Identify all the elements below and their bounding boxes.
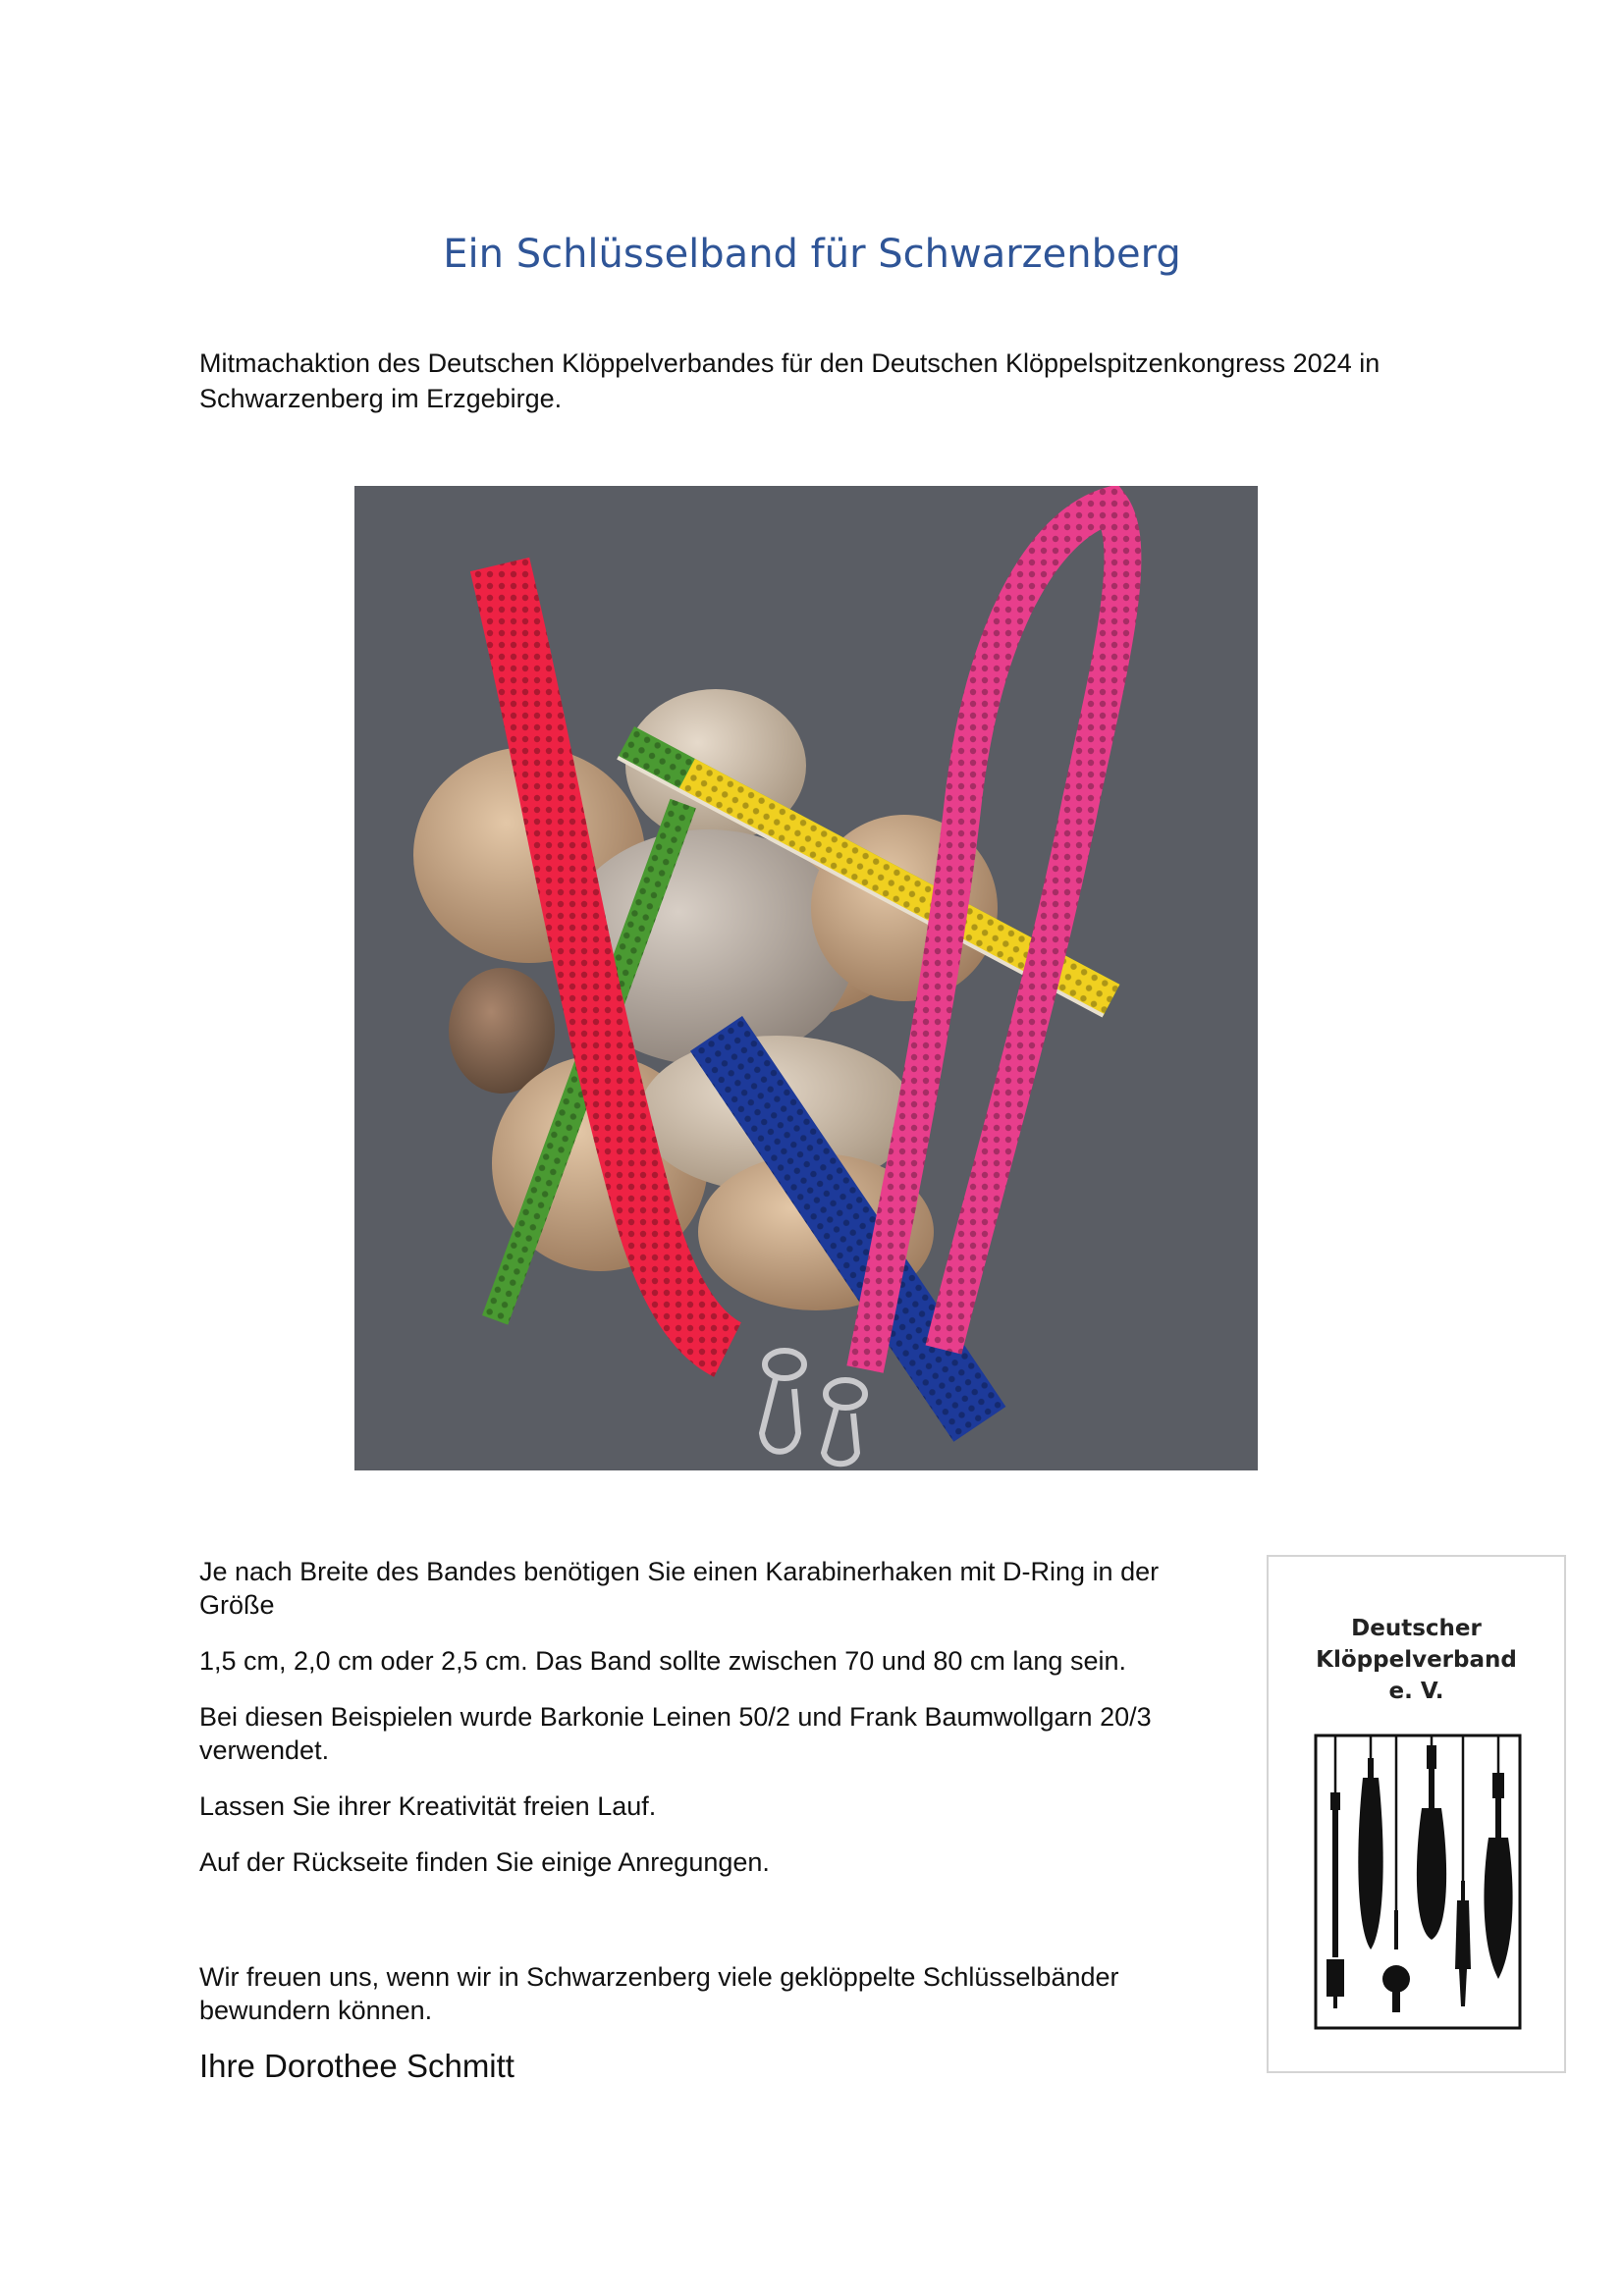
verband-logo — [1267, 1555, 1566, 2073]
paragraph: Bei diesen Beispielen wurde Barkonie Leinen 50/2 und Frank Baumwollgarn 20/3 verwendet. — [199, 1702, 1152, 1765]
logo-text — [1269, 1613, 1564, 1707]
lace-lanyards-photo — [354, 486, 1258, 1470]
bobbins-logo-icon — [1314, 1734, 1522, 2030]
paragraph: Lassen Sie ihrer Kreativität freien Lauf. — [199, 1791, 657, 1821]
logo-line: Deutscher — [1351, 1616, 1482, 1641]
logo-line: e. V. — [1388, 1679, 1444, 1704]
spacer — [199, 1901, 1220, 1960]
logo-line: Klöppelverband — [1316, 1647, 1517, 1673]
paragraph: Je nach Breite des Bandes benötigen Sie einen Karabinerhaken mit D-Ring in der Größe — [199, 1557, 1160, 1620]
paragraph: Auf der Rückseite finden Sie einige Anregungen. — [199, 1847, 770, 1877]
body-text — [199, 1555, 1220, 2106]
closing-paragraph: Wir freuen uns, wenn wir in Schwarzenberg viele geklöppelte Schlüsselbänder bewundern können. — [199, 1962, 1119, 2025]
signature: Ihre Dorothee Schmitt — [199, 2048, 514, 2084]
intro-paragraph: Mitmachaktion des Deutschen Klöppelverbandes für den Deutschen Klöppelspitzenkongress 2024 in Schwarzenberg im Erzgebirge. — [199, 348, 1380, 413]
document-title: Ein Schlüsselband für Schwarzenberg — [443, 232, 1181, 277]
paragraph: 1,5 cm, 2,0 cm oder 2,5 cm. Das Band sollte zwischen 70 und 80 cm lang sein. — [199, 1646, 1126, 1676]
